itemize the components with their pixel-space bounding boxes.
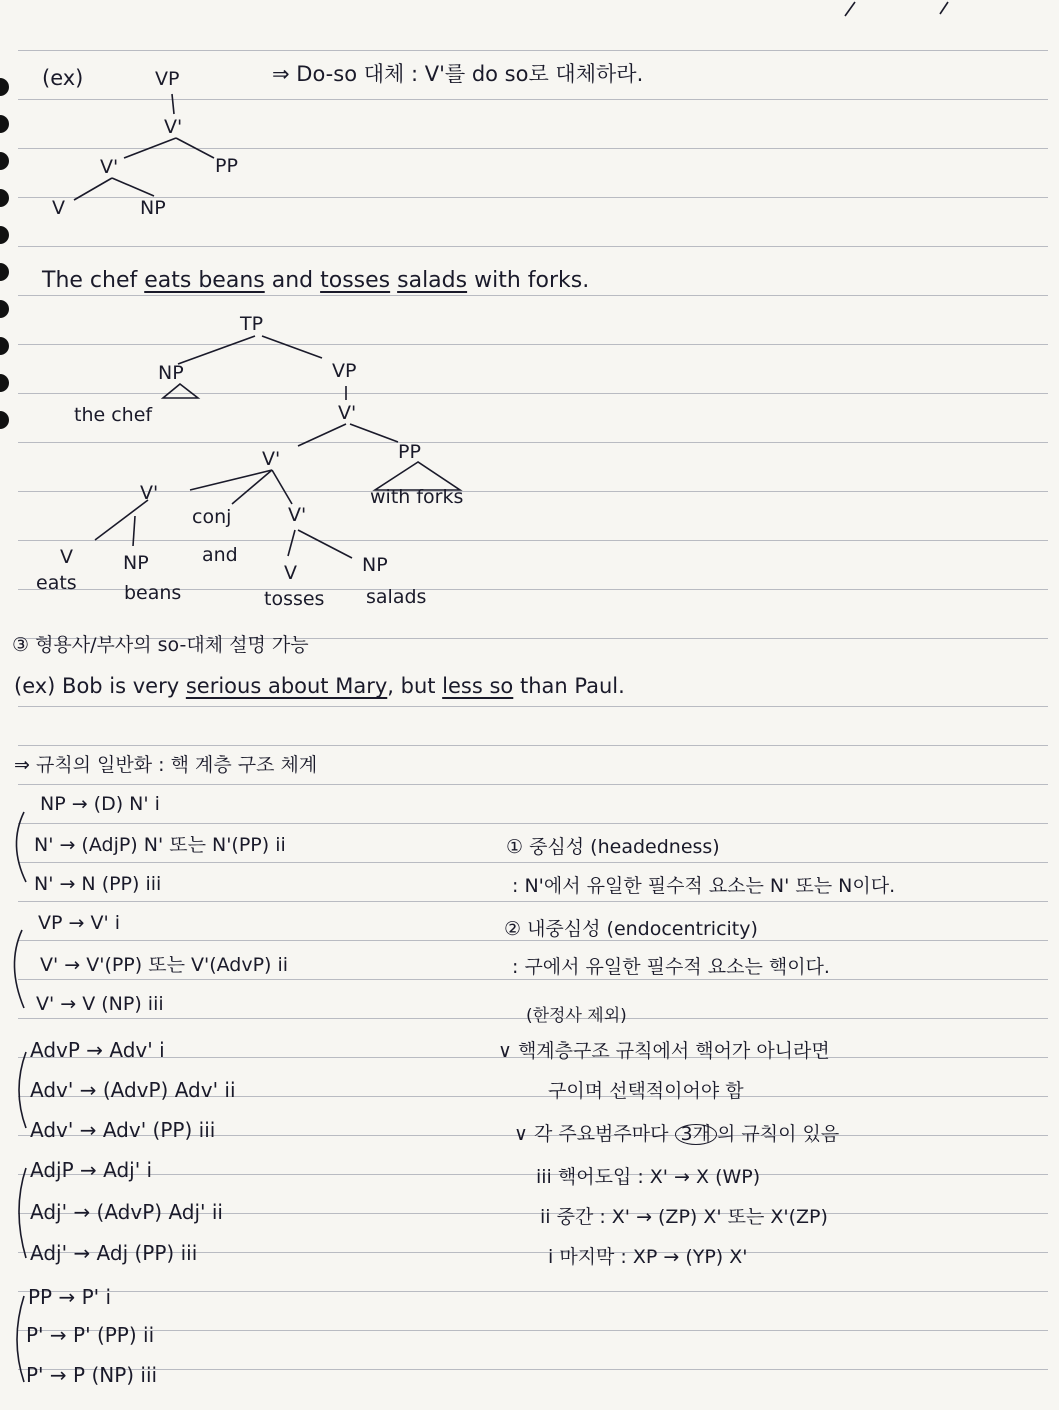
note-check-optional: 구이며 선택적이어야 함 <box>548 1080 744 1102</box>
rule-vp-iii: V' → V (NP) iii <box>36 993 164 1015</box>
tree-node-v-bar: V' <box>100 156 119 178</box>
note-three-rules-text: 의 규칙이 있음 <box>716 1123 840 1145</box>
sentence-tosses: tosses <box>320 268 391 293</box>
tree-node-v-bar: V' <box>288 504 307 526</box>
tree-node-v-bar: V' <box>164 116 183 138</box>
tree-leaf-the-chef: the chef <box>74 404 153 426</box>
rule-advp-i: AdvP → Adv' i <box>30 1038 165 1062</box>
rule-vp-i: VP → V' i <box>38 912 120 934</box>
tree-node-np: NP <box>158 362 184 384</box>
note-determiner-exception: (한정사 제외) <box>526 1006 627 1026</box>
tree-leaf-and: and <box>202 544 238 566</box>
section3-heading: ③ 형용사/부사의 so-대체 설명 가능 <box>12 634 309 656</box>
rule-vp-ii: V' → V'(PP) 또는 V'(AdvP) ii <box>40 954 289 976</box>
rule-pp-i: PP → P' i <box>28 1285 112 1309</box>
tree-leaf-beans: beans <box>124 582 182 604</box>
do-so-note: ⇒ Do-so 대체 : V'를 do so로 대체하라. <box>272 62 644 86</box>
tree-node-conj: conj <box>192 506 232 528</box>
ex-marker: (ex) <box>42 66 84 90</box>
note-headedness: ① 중심성 (headedness) <box>506 836 720 858</box>
note-three-rules-text: ∨ 각 주요범주마다 <box>514 1123 675 1145</box>
note-rule-i: i 마지막 : XP → (YP) X' <box>548 1246 748 1268</box>
rule-pp-ii: P' → P' (PP) ii <box>26 1323 155 1347</box>
note-three-rules <box>514 1124 839 1145</box>
tree-node-pp: PP <box>215 155 238 177</box>
rule-np-i: NP → (D) N' i <box>40 793 160 815</box>
example-sentence <box>42 270 589 292</box>
rule-np-ii: N' → (AdjP) N' 또는 N'(PP) ii <box>34 834 286 856</box>
note-check-head: ∨ 핵계층구조 규칙에서 핵어가 아니라면 <box>498 1040 830 1062</box>
note-endocentricity-desc: : 구에서 유일한 필수적 요소는 핵이다. <box>512 956 830 978</box>
tree-node-v: V <box>284 562 297 584</box>
tree-leaf-eats: eats <box>36 572 77 594</box>
rules-heading: ⇒ 규칙의 일반화 : 핵 계층 구조 체계 <box>14 754 318 776</box>
tree-node-vp: VP <box>332 360 357 382</box>
sentence-eats-beans: eats beans <box>144 268 265 293</box>
so-example-phrase: serious about Mary <box>185 674 388 698</box>
tree-leaf-tosses: tosses <box>264 588 325 610</box>
note-headedness-desc: : N'에서 유일한 필수적 요소는 N' 또는 N이다. <box>512 875 896 897</box>
rule-np-iii: N' → N (PP) iii <box>34 873 162 895</box>
tree-node-v-bar: V' <box>338 402 357 424</box>
tree-node-v-bar: V' <box>140 482 159 504</box>
tree-node-pp: PP <box>398 441 421 463</box>
tree-leaf-with-forks: with forks <box>370 486 464 508</box>
tree-node-np: NP <box>362 554 388 576</box>
rule-adjp-i: AdjP → Adj' i <box>30 1158 153 1182</box>
tree-node-np: NP <box>123 552 149 574</box>
so-example-text: than Paul. <box>513 674 625 698</box>
note-rule-ii: ii 중간 : X' → (ZP) X' 또는 X'(ZP) <box>540 1206 828 1228</box>
rule-pp-iii: P' → P (NP) iii <box>26 1363 158 1387</box>
tree-node-v: V <box>52 197 65 219</box>
rule-adjp-iii: Adj' → Adj (PP) iii <box>30 1241 198 1265</box>
so-example-text: , but <box>387 674 443 698</box>
so-example <box>14 676 625 697</box>
tree-node-vp: VP <box>155 68 180 90</box>
tree-node-v-bar: V' <box>262 448 281 470</box>
so-example-less-so: less so <box>442 674 514 698</box>
so-example-text: (ex) Bob is very <box>14 674 186 698</box>
sentence-text: The chef <box>42 268 145 293</box>
note-rule-iii: iii 핵어도입 : X' → X (WP) <box>536 1166 761 1188</box>
rule-advp-ii: Adv' → (AdvP) Adv' ii <box>30 1078 236 1102</box>
sentence-text: with forks. <box>467 268 590 293</box>
note-three-circled: 3개 <box>675 1124 717 1145</box>
sentence-text: and <box>264 268 321 293</box>
sentence-salads: salads <box>397 268 468 293</box>
tree-node-np: NP <box>140 197 166 219</box>
rule-advp-iii: Adv' → Adv' (PP) iii <box>30 1118 216 1142</box>
note-endocentricity: ② 내중심성 (endocentricity) <box>504 918 758 940</box>
tree-node-v: V <box>60 546 73 568</box>
tree-node-tp: TP <box>240 313 264 335</box>
tree-leaf-salads: salads <box>366 586 427 608</box>
rule-adjp-ii: Adj' → (AdvP) Adj' ii <box>30 1200 223 1224</box>
